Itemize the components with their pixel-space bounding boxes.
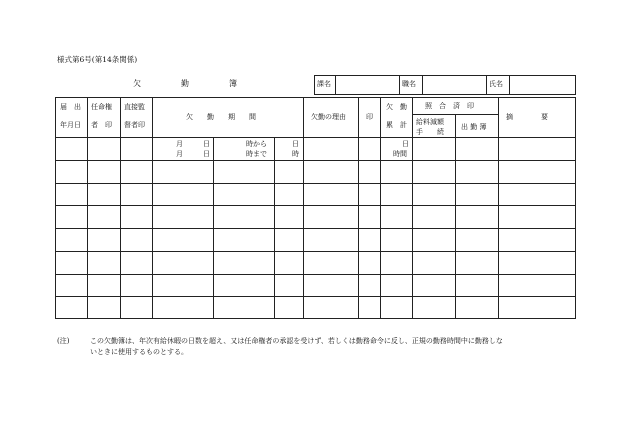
- absence-period-header: 欠 勤 期 間: [186, 113, 256, 121]
- appointer-seal-header-1: 任命権: [91, 103, 112, 111]
- position-field[interactable]: [423, 76, 485, 94]
- attendance-book-header: 出 勤 簿: [461, 123, 487, 131]
- period-from-day: 日: [203, 140, 210, 148]
- verified-seal-header: 照 合 済 印: [425, 102, 474, 110]
- salary-procedure-header-2: 手 続: [416, 128, 444, 136]
- period-total-hour: 時: [292, 150, 299, 158]
- section-label: 課名: [317, 80, 331, 88]
- seal-header: 印: [366, 113, 373, 121]
- section-field[interactable]: [336, 76, 398, 94]
- name-field[interactable]: [510, 76, 575, 94]
- cumulative-days: 日: [402, 140, 409, 148]
- remarks-header: 摘 要: [506, 113, 548, 121]
- period-from-month: 月: [176, 140, 183, 148]
- date-filed-header-2: 年月日: [60, 121, 81, 129]
- appointer-seal-header-2: 者 印: [91, 121, 112, 129]
- period-to-hour: 時まで: [246, 150, 267, 158]
- salary-procedure-header-1: 給料減額: [416, 118, 444, 126]
- note-line-1: この欠勤簿は、年次有給休暇の日数を超え、又は任命権者の承認を受けず、若しくは勤務命令に反し、正規の勤務時間中に勤務しな: [90, 337, 503, 345]
- cumulative-header-2: 累 計: [386, 121, 407, 129]
- note-line-2: いときに使用するものとする。: [90, 348, 188, 356]
- period-from-hour: 時から: [246, 140, 267, 148]
- supervisor-seal-header-2: 督者印: [124, 121, 145, 129]
- period-to-month: 月: [176, 150, 183, 158]
- absence-reason-header: 欠勤の理由: [311, 113, 346, 121]
- position-label: 職名: [402, 80, 416, 88]
- title-char-3: 簿: [229, 79, 237, 88]
- period-to-day: 日: [203, 150, 210, 158]
- name-label: 氏名: [489, 80, 503, 88]
- note-label: (注): [57, 337, 70, 345]
- period-total-day: 日: [292, 140, 299, 148]
- form-number: 様式第6号(第14条関係): [57, 55, 138, 64]
- cumulative-hours: 時間: [393, 150, 407, 158]
- title-char-1: 欠: [133, 79, 141, 88]
- date-filed-header-1: 届 出: [60, 103, 81, 111]
- cumulative-header-1: 欠 勤: [386, 103, 407, 111]
- supervisor-seal-header-1: 直接監: [124, 103, 145, 111]
- title-char-2: 勤: [181, 79, 189, 88]
